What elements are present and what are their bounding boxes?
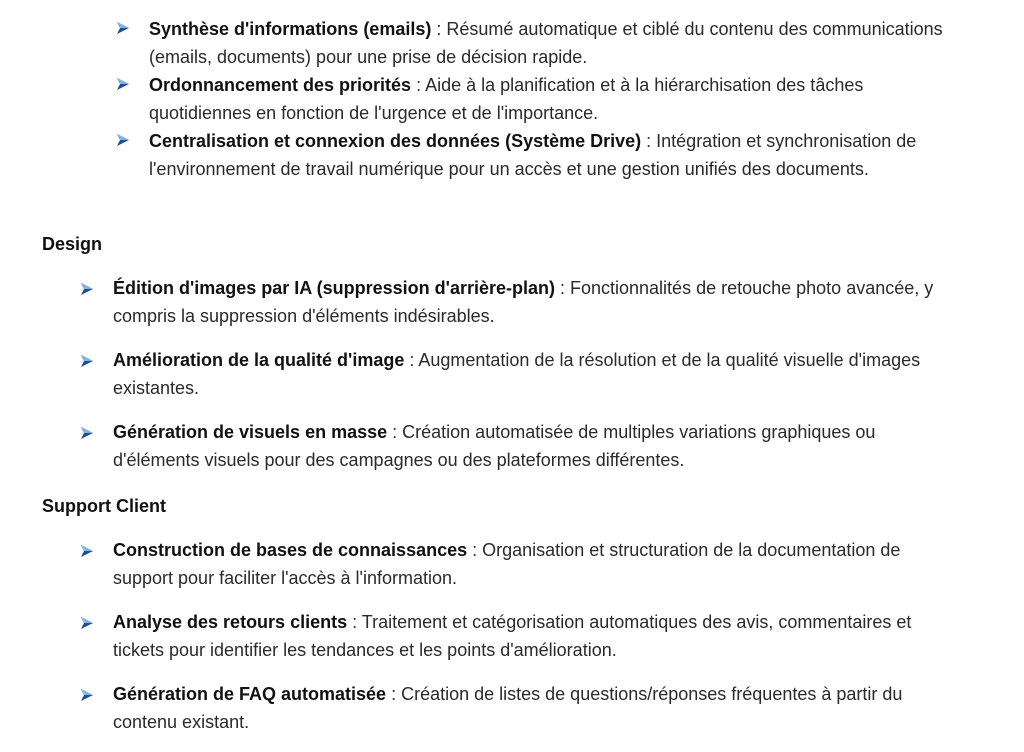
item-separator: : <box>411 75 426 95</box>
section-heading-design: Design <box>42 234 103 254</box>
arrow-bullet-icon <box>80 616 94 630</box>
arrow-bullet-icon <box>116 133 130 147</box>
list-item <box>113 274 943 330</box>
arrow-bullet-icon <box>80 426 94 440</box>
item-term: Génération de visuels en masse <box>113 422 388 442</box>
item-term: Génération de FAQ automatisée <box>113 684 387 704</box>
item-separator: : <box>347 612 362 632</box>
arrow-bullet-icon <box>80 544 94 558</box>
arrow-bullet-icon <box>80 688 94 702</box>
item-separator: : <box>554 278 570 298</box>
item-term: Analyse des retours clients <box>113 612 348 632</box>
item-description: Fonctionnalités de retouche photo avancée, y compris la suppression d'éléments indésirables. <box>113 278 934 326</box>
item-description: Intégration et synchronisation de l'environnement de travail numérique pour un accès et une gestion unifiés des documents. <box>149 131 917 179</box>
list-item <box>113 418 943 474</box>
list-item <box>149 71 949 127</box>
list-item <box>113 346 943 402</box>
item-description: Création de listes de questions/réponses fréquentes à partir du contenu existant. <box>113 684 903 732</box>
arrow-bullet-icon <box>116 77 130 91</box>
item-separator: : <box>641 131 657 151</box>
feature-list-top <box>149 15 949 183</box>
arrow-bullet-icon <box>80 282 94 296</box>
item-term: Construction de bases de connaissances <box>113 540 468 560</box>
item-term: Ordonnancement des priorités <box>149 75 412 95</box>
item-description: Résumé automatique et ciblé du contenu des communications (emails, documents) pour une prise de décision rapide. <box>149 19 943 67</box>
item-term: Amélioration de la qualité d'image <box>113 350 405 370</box>
item-term: Édition d'images par IA (suppression d'arrière-plan) <box>113 278 555 298</box>
item-description: Traitement et catégorisation automatiques des avis, commentaires et tickets pour identifier les tendances et les points d'amélioration. <box>113 612 912 660</box>
list-item <box>113 536 943 592</box>
item-description: Augmentation de la résolution et de la qualité visuelle d'images existantes. <box>113 350 921 398</box>
item-separator: : <box>467 540 483 560</box>
item-term: Centralisation et connexion des données (Système Drive) <box>149 131 642 151</box>
item-separator: : <box>404 350 419 370</box>
feature-list-design <box>113 274 943 490</box>
item-separator: : <box>386 684 402 704</box>
item-term: Synthèse d'informations (emails) <box>149 19 432 39</box>
list-item <box>149 127 949 183</box>
section-heading-support-client: Support Client <box>42 496 166 516</box>
item-description: Aide à la planification et à la hiérarchisation des tâches quotidiennes en fonction de l'urgence et de l'importance. <box>149 75 864 123</box>
arrow-bullet-icon <box>116 21 130 35</box>
item-description: Création automatisée de multiples variations graphiques ou d'éléments visuels pour des campagnes ou des plateformes différentes. <box>113 422 876 470</box>
list-item <box>149 15 949 71</box>
item-separator: : <box>431 19 447 39</box>
item-description: Organisation et structuration de la documentation de support pour faciliter l'accès à l'information. <box>113 540 901 588</box>
arrow-bullet-icon <box>80 354 94 368</box>
item-separator: : <box>387 422 403 442</box>
feature-list-support <box>113 536 943 752</box>
list-item <box>113 608 943 664</box>
list-item <box>113 680 943 736</box>
